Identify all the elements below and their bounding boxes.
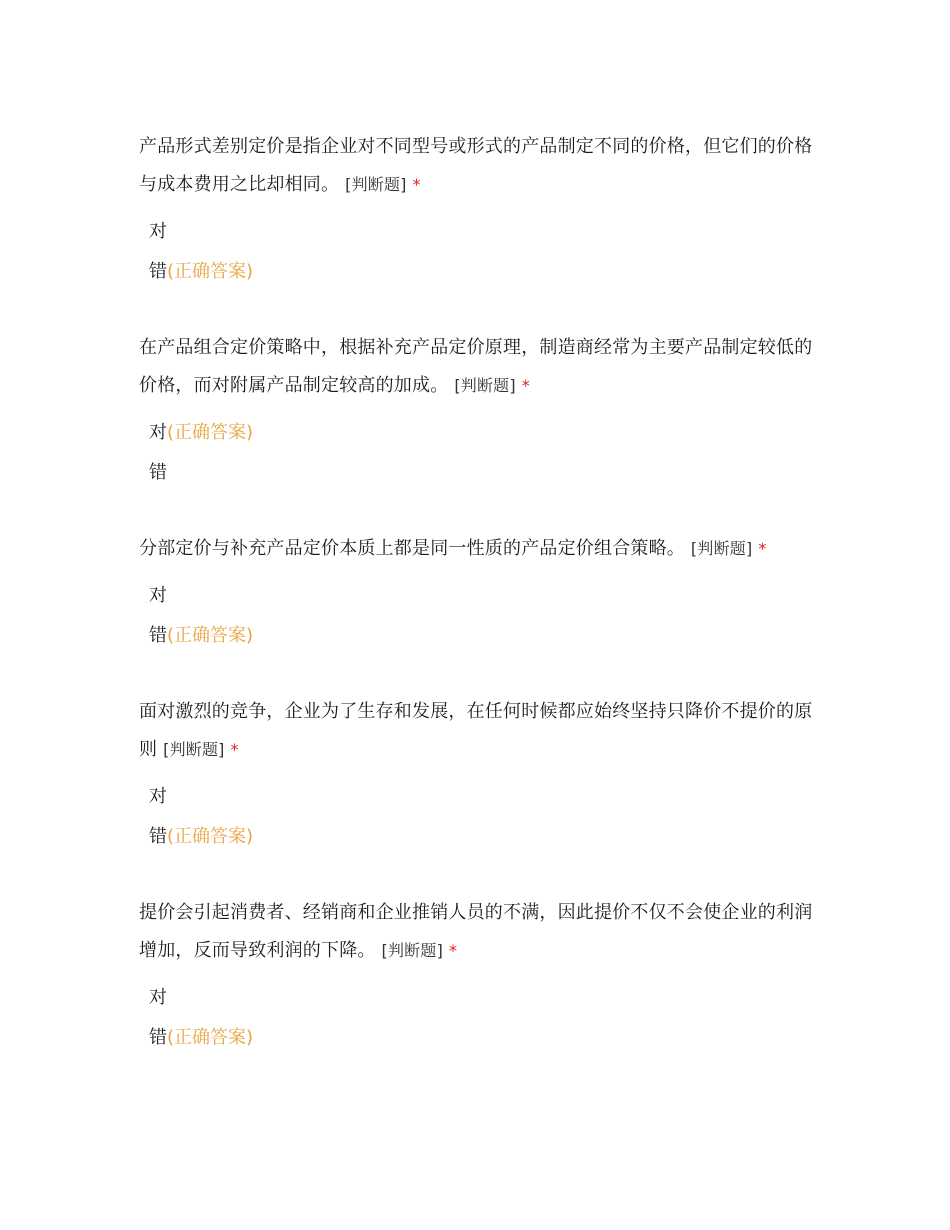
option-true[interactable] [139, 413, 815, 453]
question-2 [139, 329, 815, 493]
question-3 [139, 530, 815, 656]
option-true[interactable] [139, 212, 815, 252]
option-label: 错 [149, 1027, 167, 1048]
option-false[interactable] [139, 1018, 815, 1058]
option-list [139, 212, 815, 292]
correct-answer-note: (正确答案) [167, 625, 254, 646]
question-type-tag: [判断题] [454, 376, 516, 395]
question-type-tag: [判断题] [345, 175, 407, 194]
question-body: 面对激烈的竞争，企业为了生存和发展，在任何时候都应始终坚持只降价不提价的原则 [139, 701, 813, 760]
correct-answer-note: (正确答案) [167, 1027, 254, 1048]
option-true[interactable] [139, 576, 815, 616]
option-label: 错 [149, 261, 167, 282]
option-false[interactable] [139, 817, 815, 857]
option-false[interactable] [139, 453, 815, 493]
question-text [139, 693, 815, 769]
question-type-tag: [判断题] [163, 740, 225, 759]
question-type-tag: [判断题] [690, 539, 753, 558]
option-label: 错 [149, 462, 167, 483]
question-4 [139, 693, 815, 857]
correct-answer-note: (正确答案) [167, 422, 254, 443]
question-1 [139, 128, 815, 292]
question-body: 提价会引起消费者、经销商和企业推销人员的不满，因此提价不仅不会使企业的利润增加，反而导致利润的下降。 [139, 902, 813, 961]
question-text [139, 894, 815, 970]
question-body: 在产品组合定价策略中，根据补充产品定价原理，制造商经常为主要产品制定较低的价格，而对附属产品制定较高的加成。 [139, 337, 813, 396]
correct-answer-note: (正确答案) [167, 826, 254, 847]
question-body: 分部定价与补充产品定价本质上都是同一性质的产品定价组合策略。 [139, 538, 685, 559]
option-list [139, 576, 815, 656]
option-false[interactable] [139, 616, 815, 656]
option-true[interactable] [139, 978, 815, 1018]
correct-answer-note: (正确答案) [167, 261, 254, 282]
option-label: 错 [149, 625, 167, 646]
option-list [139, 413, 815, 493]
option-label: 对 [149, 585, 167, 606]
required-mark: * [448, 941, 458, 960]
question-text [139, 128, 815, 204]
option-label: 错 [149, 826, 167, 847]
option-false[interactable] [139, 252, 815, 292]
question-5 [139, 894, 815, 1058]
quiz-document [139, 128, 815, 1095]
option-list [139, 777, 815, 857]
option-true[interactable] [139, 777, 815, 817]
question-body: 产品形式差别定价是指企业对不同型号或形式的产品制定不同的价格，但它们的价格与成本费用之比却相同。 [139, 136, 813, 195]
option-label: 对 [149, 422, 167, 443]
required-mark: * [758, 539, 767, 558]
question-type-tag: [判断题] [381, 941, 444, 960]
question-text [139, 329, 815, 405]
option-list [139, 978, 815, 1058]
option-label: 对 [149, 221, 167, 242]
question-text [139, 530, 815, 568]
option-label: 对 [149, 987, 167, 1008]
required-mark: * [230, 740, 239, 759]
required-mark: * [412, 175, 421, 194]
option-label: 对 [149, 786, 167, 807]
required-mark: * [521, 376, 530, 395]
